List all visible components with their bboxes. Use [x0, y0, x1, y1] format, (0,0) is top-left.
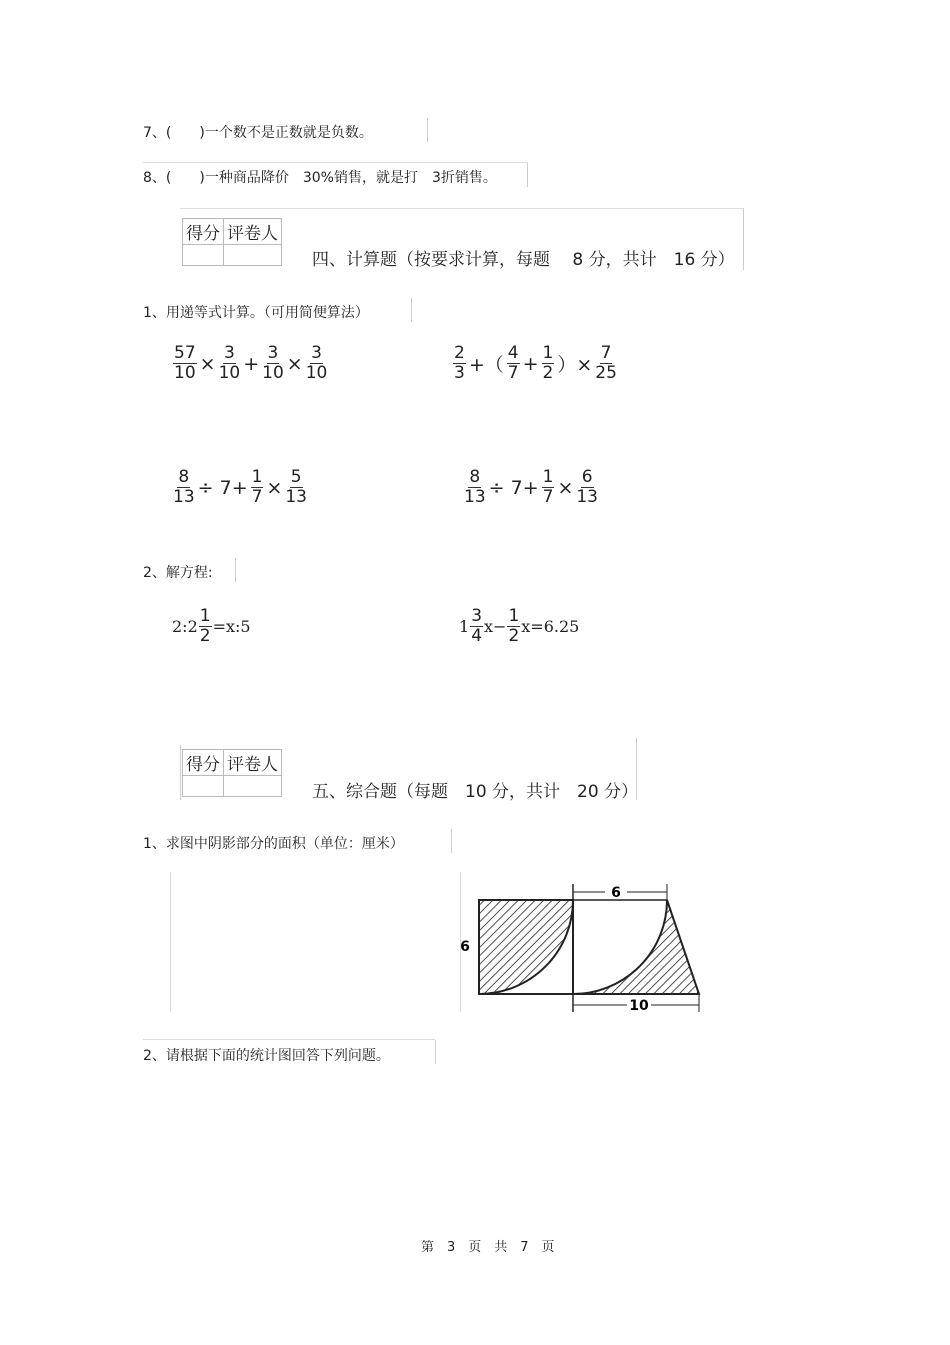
divider	[743, 208, 744, 270]
section-5-question-1: 1、求图中阴影部分的面积（单位：厘米）	[143, 836, 404, 852]
operator: +	[522, 352, 539, 375]
score-label: 得分	[183, 750, 224, 776]
question-7: 7、( )一个数不是正数就是负数。	[143, 125, 373, 141]
divider	[235, 558, 236, 582]
equation-text: 1	[459, 617, 470, 636]
fraction: $\frac{1}{7}$	[251, 467, 263, 507]
fraction: $\frac{6}{13}$	[576, 467, 598, 507]
operator: ÷ 7+	[488, 476, 539, 499]
operator: ×	[286, 352, 303, 375]
divider	[143, 162, 528, 163]
operator: ×	[266, 476, 283, 499]
fraction: $\frac{4}{7}$	[507, 343, 519, 383]
operator: +	[243, 352, 260, 375]
fraction: $\frac{1}{2}$	[508, 606, 520, 646]
shaded-area-figure	[455, 878, 705, 1018]
grader-label: 评卷人	[224, 750, 282, 776]
score-label: 得分	[183, 219, 224, 245]
divider	[180, 208, 744, 209]
fraction: $\frac{3}{10}$	[262, 343, 284, 383]
equation-text: =x:5	[212, 617, 251, 636]
operator: ×	[557, 476, 574, 499]
hatched-region-right	[573, 900, 699, 994]
equation-2	[459, 607, 579, 646]
section-5-question-2: 2、请根据下面的统计图回答下列问题。	[143, 1048, 390, 1064]
expression-3	[172, 468, 308, 507]
divider	[170, 872, 171, 1012]
hatched-region-left	[479, 900, 573, 994]
divider	[427, 118, 428, 142]
expression-4	[463, 468, 599, 507]
fraction: $\frac{5}{13}$	[285, 467, 307, 507]
fraction: $\frac{7}{25}$	[595, 343, 617, 383]
dimension-label-bottom: 10	[629, 998, 649, 1014]
equation-text: x=6.25	[521, 617, 580, 636]
dimension-label-left: 6	[460, 939, 470, 955]
fraction: $\frac{1}{2}$	[199, 606, 211, 646]
score-table	[182, 749, 282, 797]
score-cell	[183, 776, 224, 797]
divider	[411, 298, 412, 322]
section-4-question-2: 2、解方程:	[143, 565, 213, 581]
section-4-title: 四、计算题（按要求计算，每题 8 分，共计 16 分）	[312, 250, 735, 270]
section-4-question-1: 1、用递等式计算。（可用简便算法）	[143, 305, 369, 321]
score-table	[182, 218, 282, 266]
fraction: $\frac{8}{13}$	[464, 467, 486, 507]
page-footer: 第 3 页 共 7 页	[421, 1240, 555, 1255]
expression-2	[452, 344, 618, 383]
section-5-title: 五、综合题（每题 10 分，共计 20 分）	[312, 782, 639, 802]
grader-cell	[224, 245, 282, 266]
fraction: $\frac{2}{3}$	[454, 343, 465, 383]
fraction: $\frac{3}{4}$	[471, 606, 483, 646]
fraction: $\frac{3}{10}$	[218, 343, 241, 383]
grader-cell	[224, 776, 282, 797]
equation-text: 2:2	[172, 617, 198, 636]
divider	[435, 1040, 436, 1064]
fraction: $\frac{1}{2}$	[542, 343, 554, 383]
fraction: $\frac{3}{10}$	[305, 343, 328, 383]
equation-text: x−	[484, 617, 507, 636]
fraction: $\frac{1}{7}$	[542, 467, 554, 507]
divider	[180, 745, 181, 800]
dimension-label-top: 6	[611, 885, 621, 901]
expression-1	[172, 344, 328, 383]
grader-label: 评卷人	[224, 219, 282, 245]
divider	[143, 1039, 435, 1040]
question-8: 8、( )一种商品降价 30%销售，就是打 3折销售。	[143, 170, 497, 186]
operator: ÷ 7+	[197, 476, 248, 499]
operator: +（	[468, 354, 504, 376]
divider	[451, 829, 452, 853]
equation-1	[172, 607, 251, 646]
operator: ）×	[557, 354, 593, 376]
operator: ×	[199, 352, 216, 375]
fraction: $\frac{8}{13}$	[173, 467, 195, 507]
fraction: $\frac{57}{10}$	[174, 343, 196, 383]
score-cell	[183, 245, 224, 266]
divider	[527, 163, 528, 187]
